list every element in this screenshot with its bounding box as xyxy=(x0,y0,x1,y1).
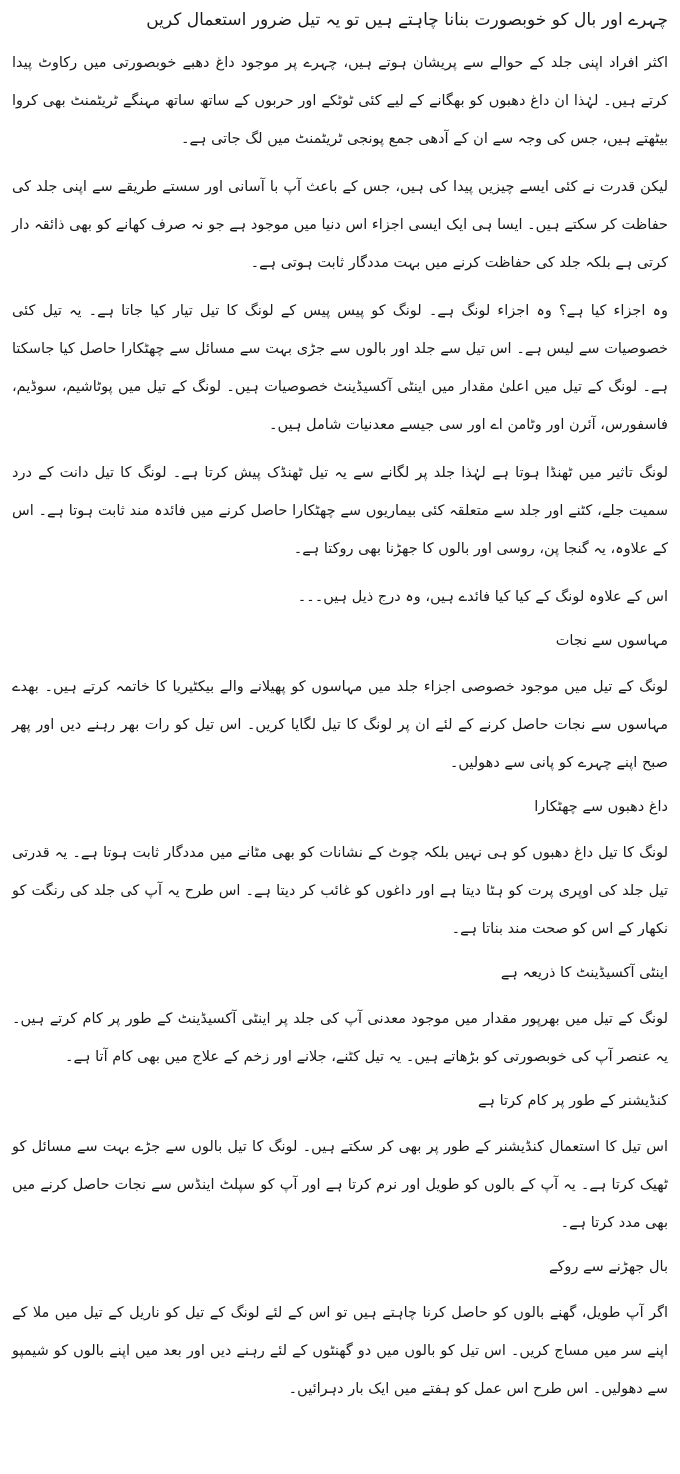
intro-paragraph-1: اکثر افراد اپنی جلد کے حوالے سے پریشان ہوتے ہیں، چہرے پر موجود داغ دھبے خوبصورتی میں رکاوٹ پیدا کرتے ہیں۔ لہٰذا ان داغ دھبوں کو بھگانے کے لیے کئی ٹوٹکے اور حربوں کے ساتھ ساتھ مہنگے ٹریٹمنٹ بھی کروا بیٹھتے ہیں، جس کی وجہ سے ان کے آدھی جمع پونجی ٹریٹمنٹ میں لگ جاتی ہے۔ xyxy=(12,55,668,147)
section-paragraph: لونگ کے تیل میں بھرپور مقدار میں موجود معدنی آپ کی جلد پر اینٹی آکسیڈینٹ کے طور پر کام کرتے ہیں۔ یہ عنصر آپ کی خوبصورتی کو بڑھاتے ہیں۔ یہ تیل کٹنے، جلانے اور زخم کے علاج میں بھی کام آتا ہے۔ xyxy=(12,1011,668,1065)
section-spots xyxy=(12,792,668,948)
section-paragraph: لونگ کے تیل میں موجود خصوصی اجزاء جلد میں مہاسوں کو پھیلانے والے بیکٹیریا کا خاتمہ کرتے ہیں۔ بھدے مہاسوں سے نجات حاصل کرنے کے لئے ان پر لونگ کا تیل لگایا کریں۔ اس تیل کو رات بھر رہنے دیں اور پھر صبح اپنے چہرے کو پانی سے دھولیں۔ xyxy=(12,679,668,771)
intro-paragraph-3: وہ اجزاء کیا ہے؟ وہ اجزاء لونگ ہے۔ لونگ کو پیس پیس کے لونگ کا تیل تیار کیا جاتا ہے۔ یہ تیل کئی خصوصیات سے لیس ہے۔ اس تیل سے جلد اور بالوں سے جڑی بہت سے مسائل سے چھٹکارا حاصل کیا جاسکتا ہے۔ لونگ کے تیل میں اعلیٰ مقدار میں اینٹی آکسیڈینٹ خصوصیات ہیں۔ لونگ کے تیل میں پوٹاشیم، سوڈیم، فاسفورس، آئرن اور وٹامن اے اور سی جیسے معدنیات شامل ہیں۔ xyxy=(12,303,668,433)
section-heading: داغ دھبوں سے چھٹکارا xyxy=(534,799,668,815)
section-acne xyxy=(12,626,668,782)
section-paragraph: اگر آپ طویل، گھنے بالوں کو حاصل کرنا چاہتے ہیں تو اس کے لئے لونگ کے تیل کو ناریل کے تیل میں ملا کے اپنے سر میں مساج کریں۔ اس تیل کو بالوں میں دو گھنٹوں کے لئے رہنے دیں اور بعد میں اپنے بالوں کو شیمپو سے دھولیں۔ اس طرح اس عمل کو ہفتے میں ایک بار دہرائیں۔ xyxy=(12,1305,668,1397)
section-heading: کنڈیشنر کے طور پر کام کرتا ہے xyxy=(477,1093,668,1109)
section-heading: مہاسوں سے نجات xyxy=(555,633,668,649)
intro-paragraph-4: لونگ تاثیر میں ٹھنڈا ہوتا ہے لہٰذا جلد پر لگانے سے یہ تیل ٹھنڈک پیش کرتا ہے۔ لونگ کا تیل دانت کے درد سمیت جلے، کٹنے اور جلد سے متعلقہ کئی بیماریوں سے چھٹکارا حاصل کرنے میں فائدہ مند ثابت ہوتا ہے۔ اس کے علاوہ، یہ گنجا پن، روسی اور بالوں کا جھڑنا بھی روکتا ہے۔ xyxy=(12,465,668,557)
section-heading: بال جھڑنے سے روکے xyxy=(548,1259,668,1275)
section-paragraph: لونگ کا تیل داغ دھبوں کو ہی نہیں بلکہ چوٹ کے نشانات کو بھی مٹانے میں مددگار ثابت ہوتا ہے۔ یہ قدرتی تیل جلد کی اوپری پرت کو ہٹا دیتا ہے اور داغوں کو غائب کر دیتا ہے۔ اس طرح یہ آپ کی جلد کی رنگت کو نکھار کے اس کو صحت مند بناتا ہے۔ xyxy=(12,845,668,937)
section-conditioner xyxy=(12,1086,668,1242)
section-paragraph: اس تیل کا استعمال کنڈیشنر کے طور پر بھی کر سکتے ہیں۔ لونگ کا تیل بالوں سے جڑے بہت سے مسائل کو ٹھیک کرتا ہے۔ یہ آپ کے بالوں کو طویل اور نرم کرتا ہے اور آپ کو سپلٹ اینڈس سے نجات حاصل کرنے میں بھی مدد کرتا ہے۔ xyxy=(12,1139,668,1231)
intro-paragraph-2: لیکن قدرت نے کئی ایسے چیزیں پیدا کی ہیں، جس کے باعث آپ با آسانی اور سستے طریقے سے اپنی جلد کی حفاظت کر سکتے ہیں۔ ایسا ہی ایک ایسی اجزاء اس دنیا میں موجود ہے جو نہ صرف کھانے کو بھی ذائقہ دار کرتی ہے بلکہ جلد کی حفاظت کرنے میں بہت مددگار ثابت ہوتی ہے۔ xyxy=(12,179,668,271)
section-heading: اینٹی آکسیڈینٹ کا ذریعہ ہے xyxy=(500,965,668,981)
section-antioxidant xyxy=(12,958,668,1076)
section-hair-fall xyxy=(12,1252,668,1408)
article-title: چہرے اور بال کو خوبصورت بنانا چاہتے ہیں تو یہ تیل ضرور استعمال کریں xyxy=(146,10,668,30)
intro-paragraph-5: اس کے علاوہ لونگ کے کیا کیا فائدے ہیں، وہ درج ذیل ہیں۔۔۔ xyxy=(297,589,668,605)
